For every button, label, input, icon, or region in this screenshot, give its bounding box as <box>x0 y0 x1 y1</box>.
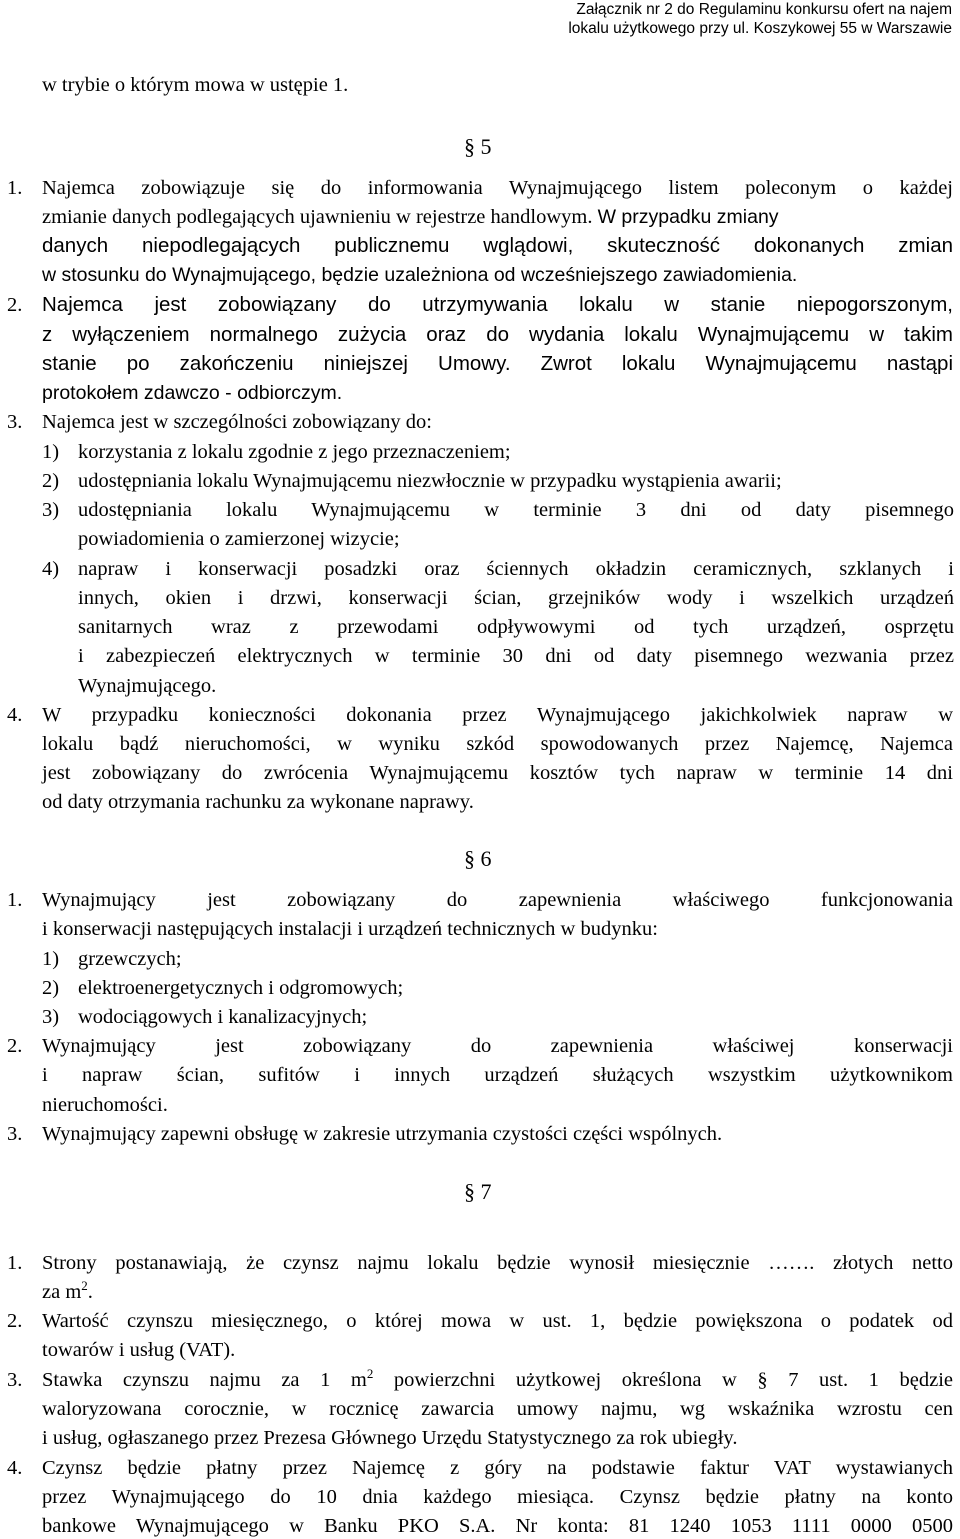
s7-p1-line1: Strony postanawiają, że czynsz najmu lokalu będzie wynosił miesięcznie ……. złotych netto <box>42 1252 953 1274</box>
list-item-number: 3) <box>42 1006 60 1028</box>
s5-p2-line1: Najemca jest zobowiązany do utrzymywania lokalu w stanie niepogorszonym, <box>42 293 953 316</box>
s5-p2-line2: z wyłączeniem normalnego zużycia oraz do wydania lokalu Wynajmującemu w takim <box>42 323 953 346</box>
s5-p4-number: 4. <box>7 704 23 726</box>
s7-p3-line1 <box>42 1367 953 1393</box>
list-item-text: powiadomienia o zamierzonej wizycie; <box>78 528 400 550</box>
s5-p4-line: lokalu bądź nieruchomości, w wyniku szkód spowodowanych przez Najemcę, Najemca <box>42 733 953 755</box>
header-line-2: lokalu użytkowego przy ul. Koszykowej 55 w Warszawie <box>568 20 952 37</box>
s6-p2-line: i napraw ścian, sufitów i innych urządzeń służących wszystkim użytkownikom <box>42 1064 953 1086</box>
s7-p2-line1: Wartość czynszu miesięcznego, o której mowa w ust. 1, będzie powiększona o podatek od <box>42 1310 953 1332</box>
s7-p3-line1-b: powierzchni użytkowej określona w § 7 ust. 1 będzie <box>373 1369 953 1391</box>
header-line-1: Załącznik nr 2 do Regulaminu konkursu ofert na najem <box>576 1 952 18</box>
s6-p2-line: nieruchomości. <box>42 1094 168 1116</box>
s7-p2-number: 2. <box>7 1310 23 1332</box>
s7-p4-line: przez Wynajmującego do 10 dnia każdego miesiąca. Czynsz będzie płatny na konto <box>42 1486 953 1508</box>
s5-p2-number: 2. <box>7 294 23 316</box>
list-item-text: korzystania z lokalu zgodnie z jego przeznaczeniem; <box>78 441 511 463</box>
list-item-text: elektroenergetycznych i odgromowych; <box>78 977 404 999</box>
list-item-number: 2) <box>42 470 60 492</box>
list-item-text: grzewczych; <box>78 948 182 970</box>
s6-p2-line: Wynajmujący jest zobowiązany do zapewnienia właściwej konserwacji <box>42 1035 953 1057</box>
list-item-text: Wynajmującego. <box>78 675 217 697</box>
s6-p1-line1: Wynajmujący jest zobowiązany do zapewnienia właściwego funkcjonowania <box>42 889 953 911</box>
s5-p1-line2-b: W przypadku zmiany <box>597 206 779 228</box>
section-6-title: § 6 <box>464 846 492 871</box>
list-item-number: 3) <box>42 499 60 521</box>
s7-p3-line1-a: Stawka czynszu najmu za 1 m <box>42 1369 367 1391</box>
list-item-text: napraw i konserwacji posadzki oraz ściennych okładzin ceramicznych, szklanych i <box>78 558 954 580</box>
s5-p2-line3: stanie po zakończeniu niniejszej Umowy. Zwrot lokalu Wynajmującemu nastąpi <box>42 352 953 375</box>
s7-p3-line3: i usług, ogłaszanego przez Prezesa Głównego Urzędu Statystycznego za rok ubiegły. <box>42 1427 738 1449</box>
list-item-number: 2) <box>42 977 60 999</box>
s6-p2-number: 2. <box>7 1035 23 1057</box>
s7-p2-line2: towarów i usług (VAT). <box>42 1339 236 1361</box>
list-item-text: innych, okien i drzwi, konserwacji ścian, grzejników wody i wszelkich urządzeń <box>78 587 954 609</box>
page-header <box>568 0 952 38</box>
list-item-text: sanitarnych wraz z przewodami odpływowymi od tych urządzeń, osprzętu <box>78 616 954 638</box>
s5-p1-number: 1. <box>7 177 23 199</box>
s7-p3-number: 3. <box>7 1369 23 1391</box>
s5-p1-line1: Najemca zobowiązuje się do informowania Wynajmującego listem poleconym o każdej <box>42 177 953 199</box>
list-item-number: 1) <box>42 441 60 463</box>
list-item-text: udostępniania lokalu Wynajmującemu niezwłocznie w przypadku wystąpienia awarii; <box>78 470 782 492</box>
s5-p4-line: od daty otrzymania rachunku za wykonane naprawy. <box>42 791 474 813</box>
s6-p1-number: 1. <box>7 889 23 911</box>
s5-p1-line4: w stosunku do Wynajmującego, będzie uzależniona od wcześniejszego zawiadomienia. <box>42 264 798 286</box>
s7-p1-number: 1. <box>7 1252 23 1274</box>
section-5-title: § 5 <box>464 134 492 159</box>
s7-p3-line2: waloryzowana corocznie, w rocznicę zawarcia umowy najmu, wg wskaźnika wzrostu cen <box>42 1398 953 1420</box>
s7-p4-line: bankowe Wynajmującego w Banku PKO S.A. Nr konta: 81 1240 1053 1111 0000 0500 <box>42 1515 953 1537</box>
list-item-text: udostępniania lokalu Wynajmującemu w terminie 3 dni od daty pisemnego <box>78 499 954 521</box>
list-item-text: i zabezpieczeń elektrycznych w terminie 30 dni od daty pisemnego wezwania przez <box>78 645 954 667</box>
intro-text: w trybie o którym mowa w ustępie 1. <box>42 74 349 96</box>
s5-p2-line4: protokołem zdawczo - odbiorczym. <box>42 382 343 404</box>
s5-p3-number: 3. <box>7 411 23 433</box>
s7-p1-line2 <box>42 1279 93 1305</box>
s7-p1-line2-end: . <box>87 1281 93 1303</box>
list-item-number: 4) <box>42 558 60 580</box>
s7-p3-superscript: 2 <box>366 1366 374 1381</box>
section-7-title: § 7 <box>464 1179 492 1204</box>
s5-p1-line2 <box>42 204 779 230</box>
s5-p4-line: jest zobowiązany do zwrócenia Wynajmującemu kosztów tych napraw w terminie 14 dni <box>42 762 953 784</box>
s7-p1-line2-text: za m <box>42 1281 82 1303</box>
s6-p3-number: 3. <box>7 1123 23 1145</box>
s7-p4-line: Czynsz będzie płatny przez Najemcę z góry na podstawie faktur VAT wystawianych <box>42 1457 953 1479</box>
s6-p3-line: Wynajmujący zapewni obsługę w zakresie utrzymania czystości części wspólnych. <box>42 1123 723 1145</box>
s7-p1-superscript: 2 <box>81 1278 88 1293</box>
s5-p1-line2-a: zmianie danych podlegających ujawnieniu w rejestrze handlowym. <box>42 206 593 228</box>
list-item-text: wodociągowych i kanalizacyjnych; <box>78 1006 368 1028</box>
s5-p3-line1: Najemca jest w szczególności zobowiązany do: <box>42 411 432 433</box>
s7-p4-number: 4. <box>7 1457 23 1479</box>
s5-p4-line: W przypadku konieczności dokonania przez Wynajmującego jakichkolwiek napraw w <box>42 704 953 726</box>
list-item-number: 1) <box>42 948 60 970</box>
s6-p1-line2: i konserwacji następujących instalacji i urządzeń technicznych w budynku: <box>42 918 658 940</box>
s5-p1-line3: danych niepodlegających publicznemu wglądowi, skuteczność dokonanych zmian <box>42 234 953 257</box>
